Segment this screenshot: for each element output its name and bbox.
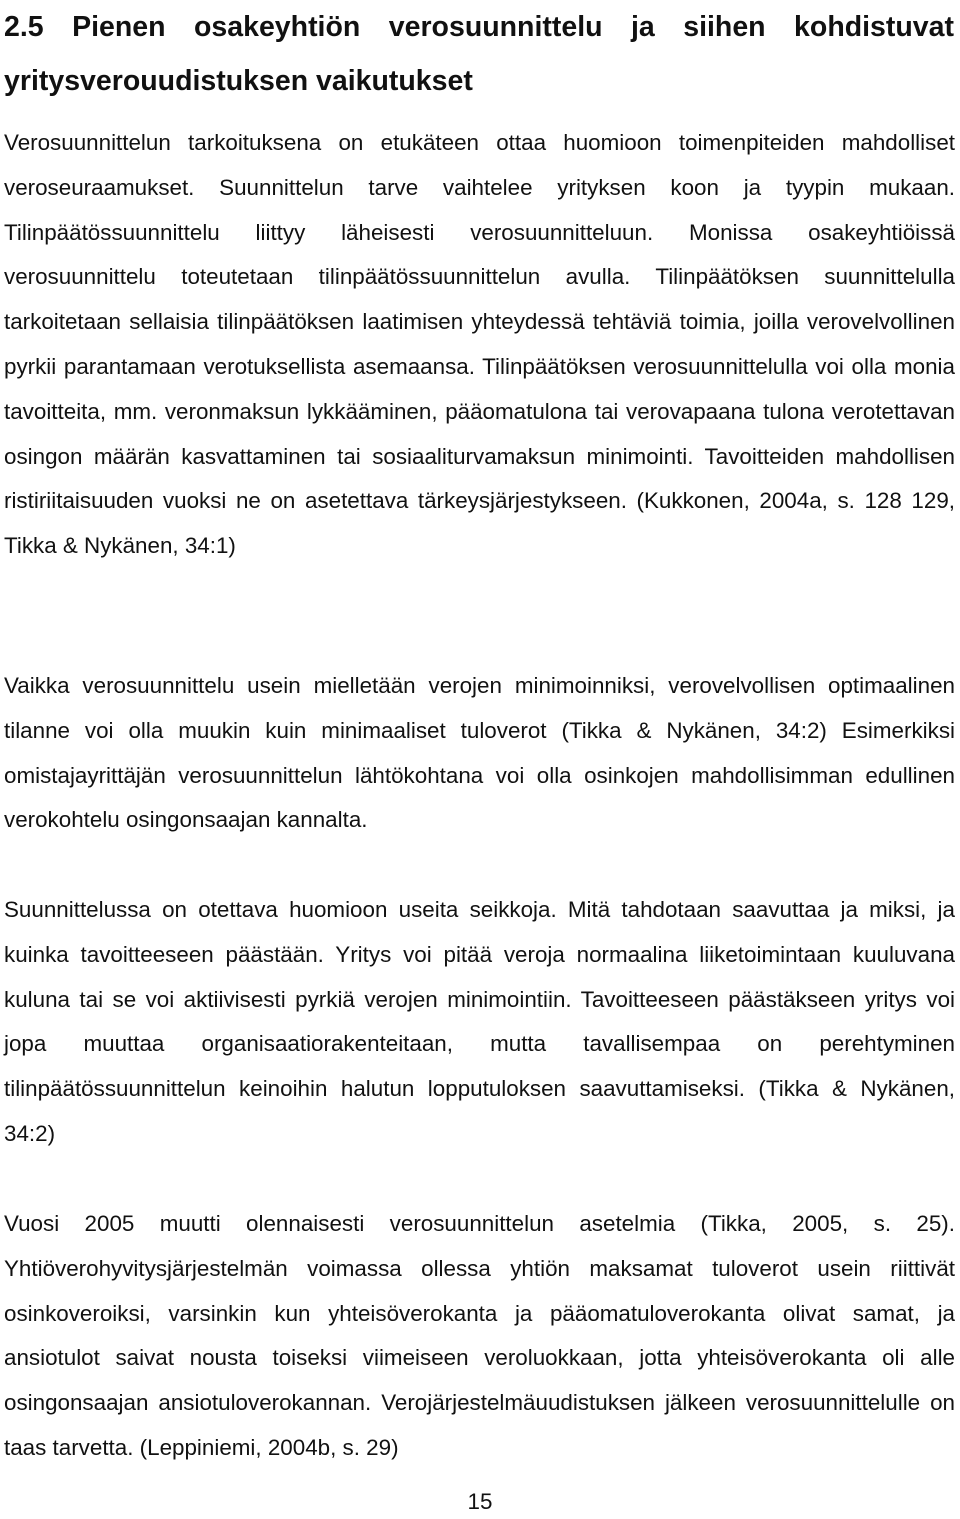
section-heading: 2.5 Pienen osakeyhtiön verosuunnittelu ja siihen kohdistuvat yritysverouudistuksen vaikutukset <box>4 11 954 97</box>
paragraph-3: Suunnittelussa on otettava huomioon useita seikkoja. Mitä tahdotaan saavuttaa ja miksi, ja kuinka tavoitteeseen päästään. Yritys voi pitää veroja normaalina liiketoimintaan kuuluvana kuluna tai se voi aktiivisesti pyrkiä verojen minimointiin. Tavoitteeseen päästäkseen yritys voi jopa muuttaa organisaatiorakenteitaan, mutta tavallisempaa on perehtyminen tilinpäätössuunnittelun keinoihin halutun lopputuloksen saavuttamiseksi. (Tikka & Nykänen, 34:2) <box>4 897 955 1146</box>
paragraph-1: Verosuunnittelun tarkoituksena on etukäteen ottaa huomioon toimenpiteiden mahdolliset veroseuraamukset. Suunnittelun tarve vaihtelee yrityksen koon ja tyypin mukaan. Tilinpäätössuunnittelu liittyy läheisesti verosuunnitteluun. Monissa osakeyhtiöissä verosuunnittelu toteutetaan tilinpäätössuunnittelun avulla. Tilinpäätöksen suunnittelulla tarkoitetaan sellaisia tilinpäätöksen laatimisen yhteydessä tehtäviä toimia, joilla verovelvollinen pyrkii parantamaan verotuksellista asemaansa. Tilinpäätöksen verosuunnittelulla voi olla monia tavoitteita, mm. veronmaksun lykkääminen, pääomatulona tai verovapaana tulona verotettavan osingon määrän kasvattaminen tai sosiaaliturvamaksun minimointi. Tavoitteiden mahdollisen ristiriitaisuuden vuoksi ne on asetettava tärkeysjärjestykseen. (Kukkonen, 2004a, s. 128 129, Tikka & Nykänen, 34:1) <box>4 130 955 559</box>
paragraph-2: Vaikka verosuunnittelu usein mielletään verojen minimoinniksi, verovelvollisen optimaalinen tilanne voi olla muukin kuin minimaaliset tuloverot (Tikka & Nykänen, 34:2) Esimerkiksi omistajayrittäjän verosuunnittelun lähtökohtana voi olla osinkojen mahdollisimman edullinen verokohtelu osingonsaajan kannalta. <box>4 673 955 833</box>
paragraph-4: Vuosi 2005 muutti olennaisesti verosuunnittelun asetelmia (Tikka, 2005, s. 25). Yhtiöverohyvitysjärjestelmän voimassa ollessa yhtiön maksamat tuloverot usein riittivät osinkoveroiksi, varsinkin kun yhteisöverokanta ja pääomatuloverokanta olivat samat, ja ansiotulot saivat nousta toiseksi viimeiseen veroluokkaan, jotta yhteisöverokanta oli alle osingonsaajan ansiotuloverokannan. Verojärjestelmäuudistuksen jälkeen verosuunnittelulle on taas tarvetta. (Leppiniemi, 2004b, s. 29) <box>4 1211 955 1460</box>
page-number: 15 <box>467 1489 493 1514</box>
